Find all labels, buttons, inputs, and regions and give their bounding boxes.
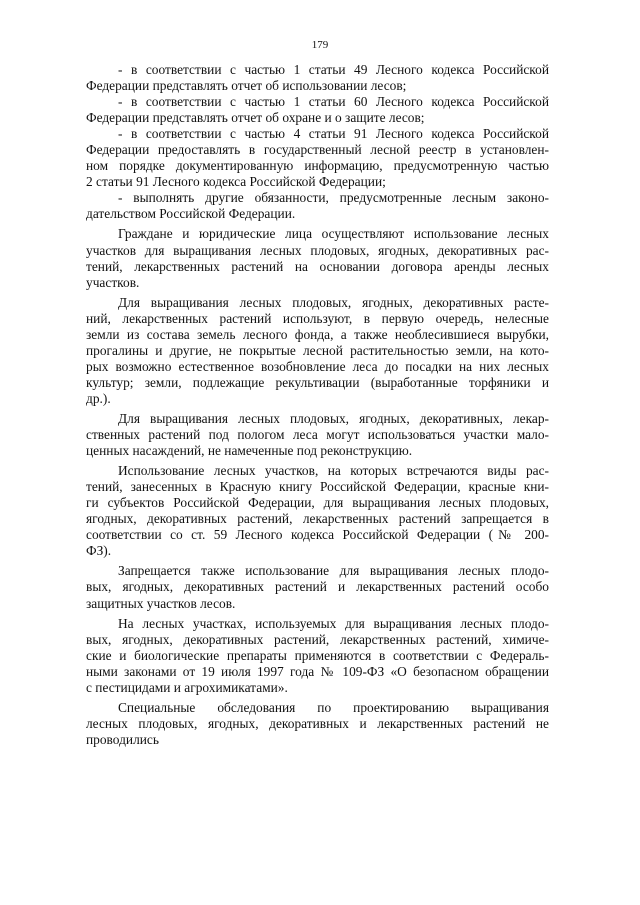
text-line: ственных растений под пологом леса могут использоваться участки мало- [86, 427, 549, 443]
paragraph [86, 190, 549, 222]
paragraph [86, 126, 549, 190]
text-line: Для выращивания лесных плодовых, ягодных, декоративных, лекар- [118, 410, 549, 426]
paragraph [86, 463, 549, 559]
text-line: соответствии со ст. 59 Лесного кодекса Российской Федерации (№ 200- [86, 527, 549, 543]
text-line: - в соответствии с частью 1 статьи 49 Лесного кодекса Российской [118, 62, 549, 77]
text-line: Для выращивания лесных плодовых, ягодных, декоративных расте- [118, 294, 549, 310]
text-line: Запрещается также использование для выращивания лесных плодо- [118, 563, 549, 579]
text-line: лесных плодовых, ягодных, декоративных и лекарственных растений не [86, 715, 549, 731]
text-line: Специальные обследования по проектированию выращивания [118, 699, 549, 715]
text-line: ги субъектов Российской Федерации, для выращивания лесных плодовых, [86, 495, 549, 511]
text-line: культур; земли, подлежащие рекультивации (выработанные торфяники и [86, 374, 549, 390]
text-line: защитных участков лесов. [86, 595, 236, 611]
paragraph [86, 411, 549, 459]
paragraph [86, 226, 549, 290]
paragraph [86, 563, 549, 611]
text-line: ские и биологические препараты применяются в соответствии с Федераль- [86, 647, 549, 663]
text-line: ний, лекарственных растений используют, в первую очередь, нелесные [86, 310, 549, 326]
text-line: вых, ягодных, декоративных растений, лекарственных растений, химиче- [86, 631, 549, 647]
text-line: др.). [86, 390, 111, 406]
paragraph [86, 616, 549, 696]
text-line: ном порядке документированную информацию, предусмотренную частью [86, 158, 549, 174]
text-line: Федерации представлять отчет об охране и о защите лесов; [86, 110, 425, 126]
text-line: - выполнять другие обязанности, предусмотренные лесным законо- [118, 190, 549, 206]
paragraph [86, 94, 549, 126]
document-body [86, 62, 549, 748]
text-line: Использование лесных участков, на которых встречаются виды рас- [118, 463, 549, 479]
text-line: участков для выращивания лесных плодовых, ягодных, декоративных рас- [86, 242, 549, 258]
text-line: проводились [86, 731, 159, 747]
text-line: земли из состава земель лесного фонда, а также необлесившиеся вырубки, [86, 326, 549, 342]
text-line: ными законами от 19 июля 1997 года № 109-ФЗ «О безопасном обращении [86, 663, 549, 679]
text-line: - в соответствии с частью 4 статьи 91 Лесного кодекса Российской [118, 126, 549, 142]
text-line: с пестицидами и агрохимикатами». [86, 679, 288, 695]
text-line: Федерации представлять отчет об использовании лесов; [86, 78, 407, 94]
paragraph [86, 295, 549, 407]
text-line: прогалины и другие, не покрытые лесной растительностью земли, на кото- [86, 342, 549, 358]
text-line: вых, ягодных, декоративных растений и лекарственных растений особо [86, 579, 549, 595]
text-line: ягодных, декоративных растений, лекарственных растений запрещается в [86, 511, 549, 527]
text-line: - в соответствии с частью 1 статьи 60 Лесного кодекса Российской [118, 94, 549, 110]
paragraph [86, 62, 549, 94]
text-line: 2 статьи 91 Лесного кодекса Российской Федерации; [86, 174, 386, 190]
text-line: ценных насаждений, не намеченные под реконструкцию. [86, 443, 413, 459]
text-line: дательством Российской Федерации. [86, 206, 296, 222]
text-line: тений, занесенных в Красную книгу Российской Федерации, красные кни- [86, 479, 549, 495]
paragraph [86, 700, 549, 748]
page-number: 179 [311, 39, 329, 51]
text-line: На лесных участках, используемых для выращивания лесных плодо- [118, 615, 549, 631]
text-line: ФЗ). [86, 543, 112, 559]
text-line: тений, лекарственных растений на основании договора аренды лесных [86, 258, 549, 274]
text-line: рых возможно естественное возобновление леса до посадки на них лесных [86, 358, 549, 374]
text-line: Федерации предоставлять в государственный лесной реестр в установлен- [86, 142, 549, 158]
text-line: Граждане и юридические лица осуществляют использование лесных [118, 226, 549, 242]
text-line: участков. [86, 274, 140, 290]
